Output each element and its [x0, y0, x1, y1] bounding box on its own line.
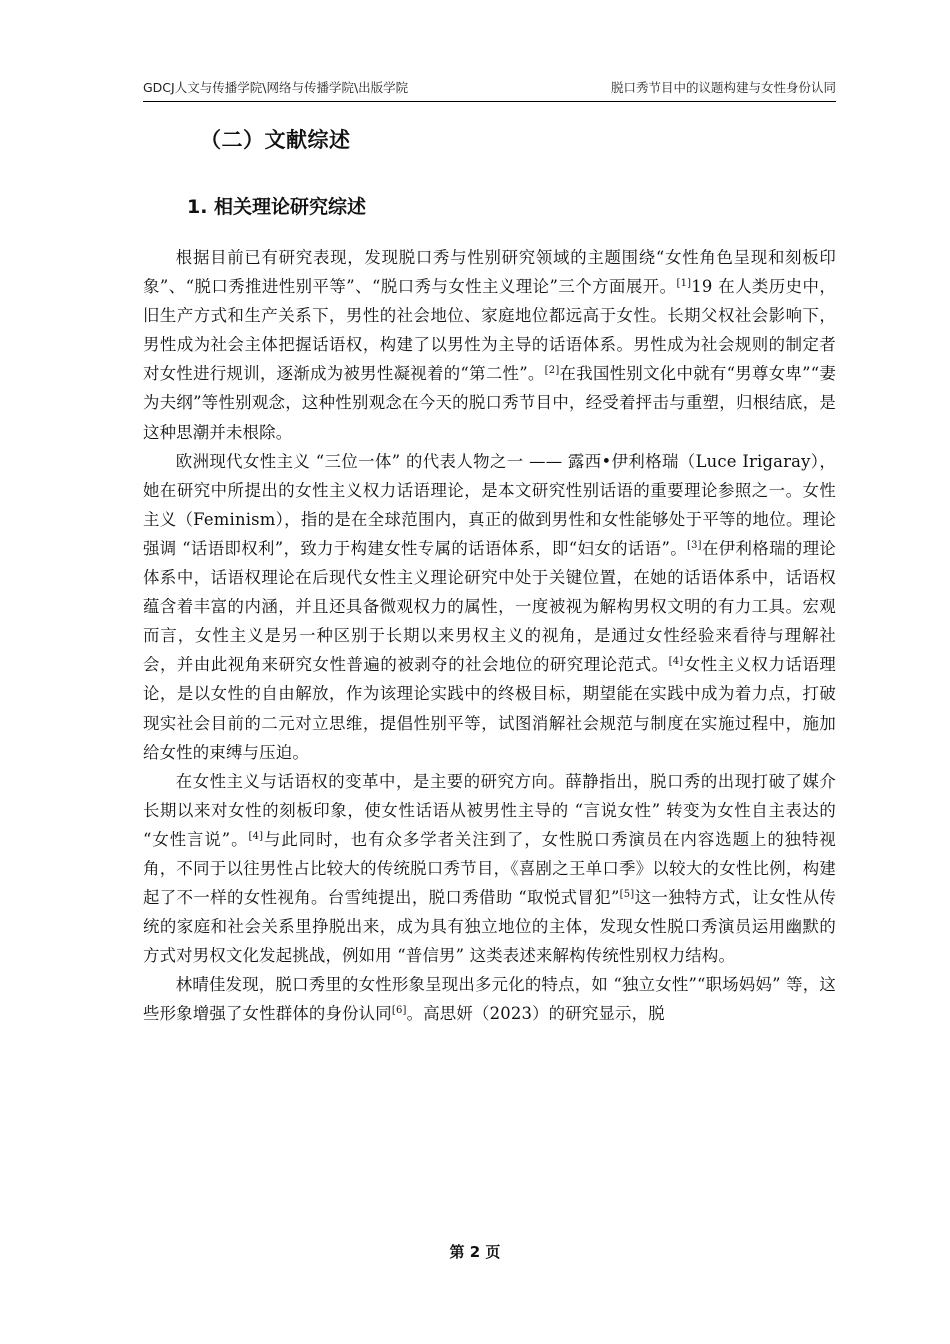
paragraph	[143, 970, 836, 1028]
citation-marker: [4]	[248, 830, 264, 842]
header-left-text: GDCJ人文与传播学院\网络与传播学院\出版学院	[143, 80, 409, 95]
section-title: （二）文献综述	[200, 128, 351, 152]
subsection-title: 1. 相关理论研究综述	[187, 196, 367, 218]
paragraph-text: 女性主义权力话语理论，是以女性的自由解放，作为该理论实践中的终极目标，期望能在实践中成为着力点，打破现实社会目前的二元对立思维，提倡性别平等，试图消解社会规范与制度在实施过程中，施加给女性的束缚与压迫。	[143, 655, 836, 762]
paragraph	[143, 447, 836, 767]
citation-marker: [1]	[676, 278, 692, 290]
paragraph-text: 欧洲现代女性主义 “三位一体” 的代表人物之一 —— 露西•伊利格瑞（Luce Irigaray），她在研究中所提出的女性主义权力话语理论，是本文研究性别话语的重要理论参照之一。女性主义（Feminism），指的是在全球范围内，真正的做到男性和女性能够处于平等的地位。理论强调 “话语即权利”，致力于构建女性专属的话语体系，即“妇女的话语”。	[143, 451, 836, 558]
paragraph-text: 19 在人类历史中，旧生产方式和生产关系下，男性的社会地位、家庭地位都远高于女性。长期父权社会影响下，男性成为社会主体把握话语权，构建了以男性为主导的话语体系。男性成为社会规则的制定者对女性进行规训，逐渐成为被男性凝视着的“第二性”。	[143, 277, 836, 384]
paragraph-text: 在伊利格瑞的理论体系中，话语权理论在后现代女性主义理论研究中处于关键位置，在她的话语体系中，话语权蕴含着丰富的内涵，并且还具备微观权力的属性，一度被视为解构男权文明的有力工具。宏观而言，女性主义是另一种区别于长期以来男权主义的视角，是通过女性经验来看待与理解社会，并由此视角来研究女性普遍的被剥夺的社会地位的研究理论范式。	[143, 538, 836, 675]
paragraph-text: 在我国性别文化中就有“男尊女卑”“妻为夫纲”等性别观念，这种性别观念在今天的脱口秀节目中，经受着抨击与重塑，归根结底，是这种思潮并未根除。	[143, 364, 836, 442]
paragraph	[143, 243, 836, 447]
header-right-text: 脱口秀节目中的议题构建与女性身份认同	[610, 80, 836, 95]
paragraph-text: 与此同时，也有众多学者关注到了，女性脱口秀演员在内容选题上的独特视角，不同于以往男性占比较大的传统脱口秀节目，《喜剧之王单口季》以较大的女性比例，构建起了不一样的女性视角。台雪纯提出，脱口秀借助 “取悦式冒犯”	[143, 829, 836, 908]
running-header	[143, 78, 836, 98]
paragraph-text: 林晴佳发现，脱口秀里的女性形象呈现出多元化的特点，如 “独立女性”“职场妈妈” 等，这些形象增强了女性群体的身份认同	[143, 975, 836, 1024]
paragraph-text: 根据目前已有研究表现，发现脱口秀与性别研究领域的主题围绕“女性角色呈现和刻板印象”、“脱口秀推进性别平等”、“脱口秀与女性主义理论”三个方面展开。	[143, 248, 836, 297]
paragraph-text: 这一独特方式，让女性从传统的家庭和社会关系里挣脱出来，成为具有独立地位的主体，发现女性脱口秀演员运用幽默的方式对男权文化发起挑战，例如用 “普信男” 这类表述来解构传统性别权力结构。	[143, 888, 837, 966]
page-number: 第 2 页	[449, 1243, 501, 1261]
citation-marker: [4]	[668, 656, 684, 668]
header-divider	[143, 101, 836, 102]
paragraph-text: 在女性主义与话语权的变革中，是主要的研究方向。薛静指出，脱口秀的出现打破了媒介长期以来对女性的刻板印象，使女性话语从被男性主导的 “言说女性” 转变为女性自主表达的 “女性言说”。	[143, 771, 836, 849]
citation-marker: [5]	[619, 889, 635, 901]
citation-marker: [3]	[687, 539, 702, 551]
citation-marker: [2]	[544, 365, 560, 377]
citation-marker: [6]	[391, 1005, 407, 1017]
body-text	[143, 243, 836, 1029]
paragraph-text: 。高思妍（2023）的研究显示，脱	[406, 1004, 665, 1024]
paragraph	[143, 767, 836, 971]
